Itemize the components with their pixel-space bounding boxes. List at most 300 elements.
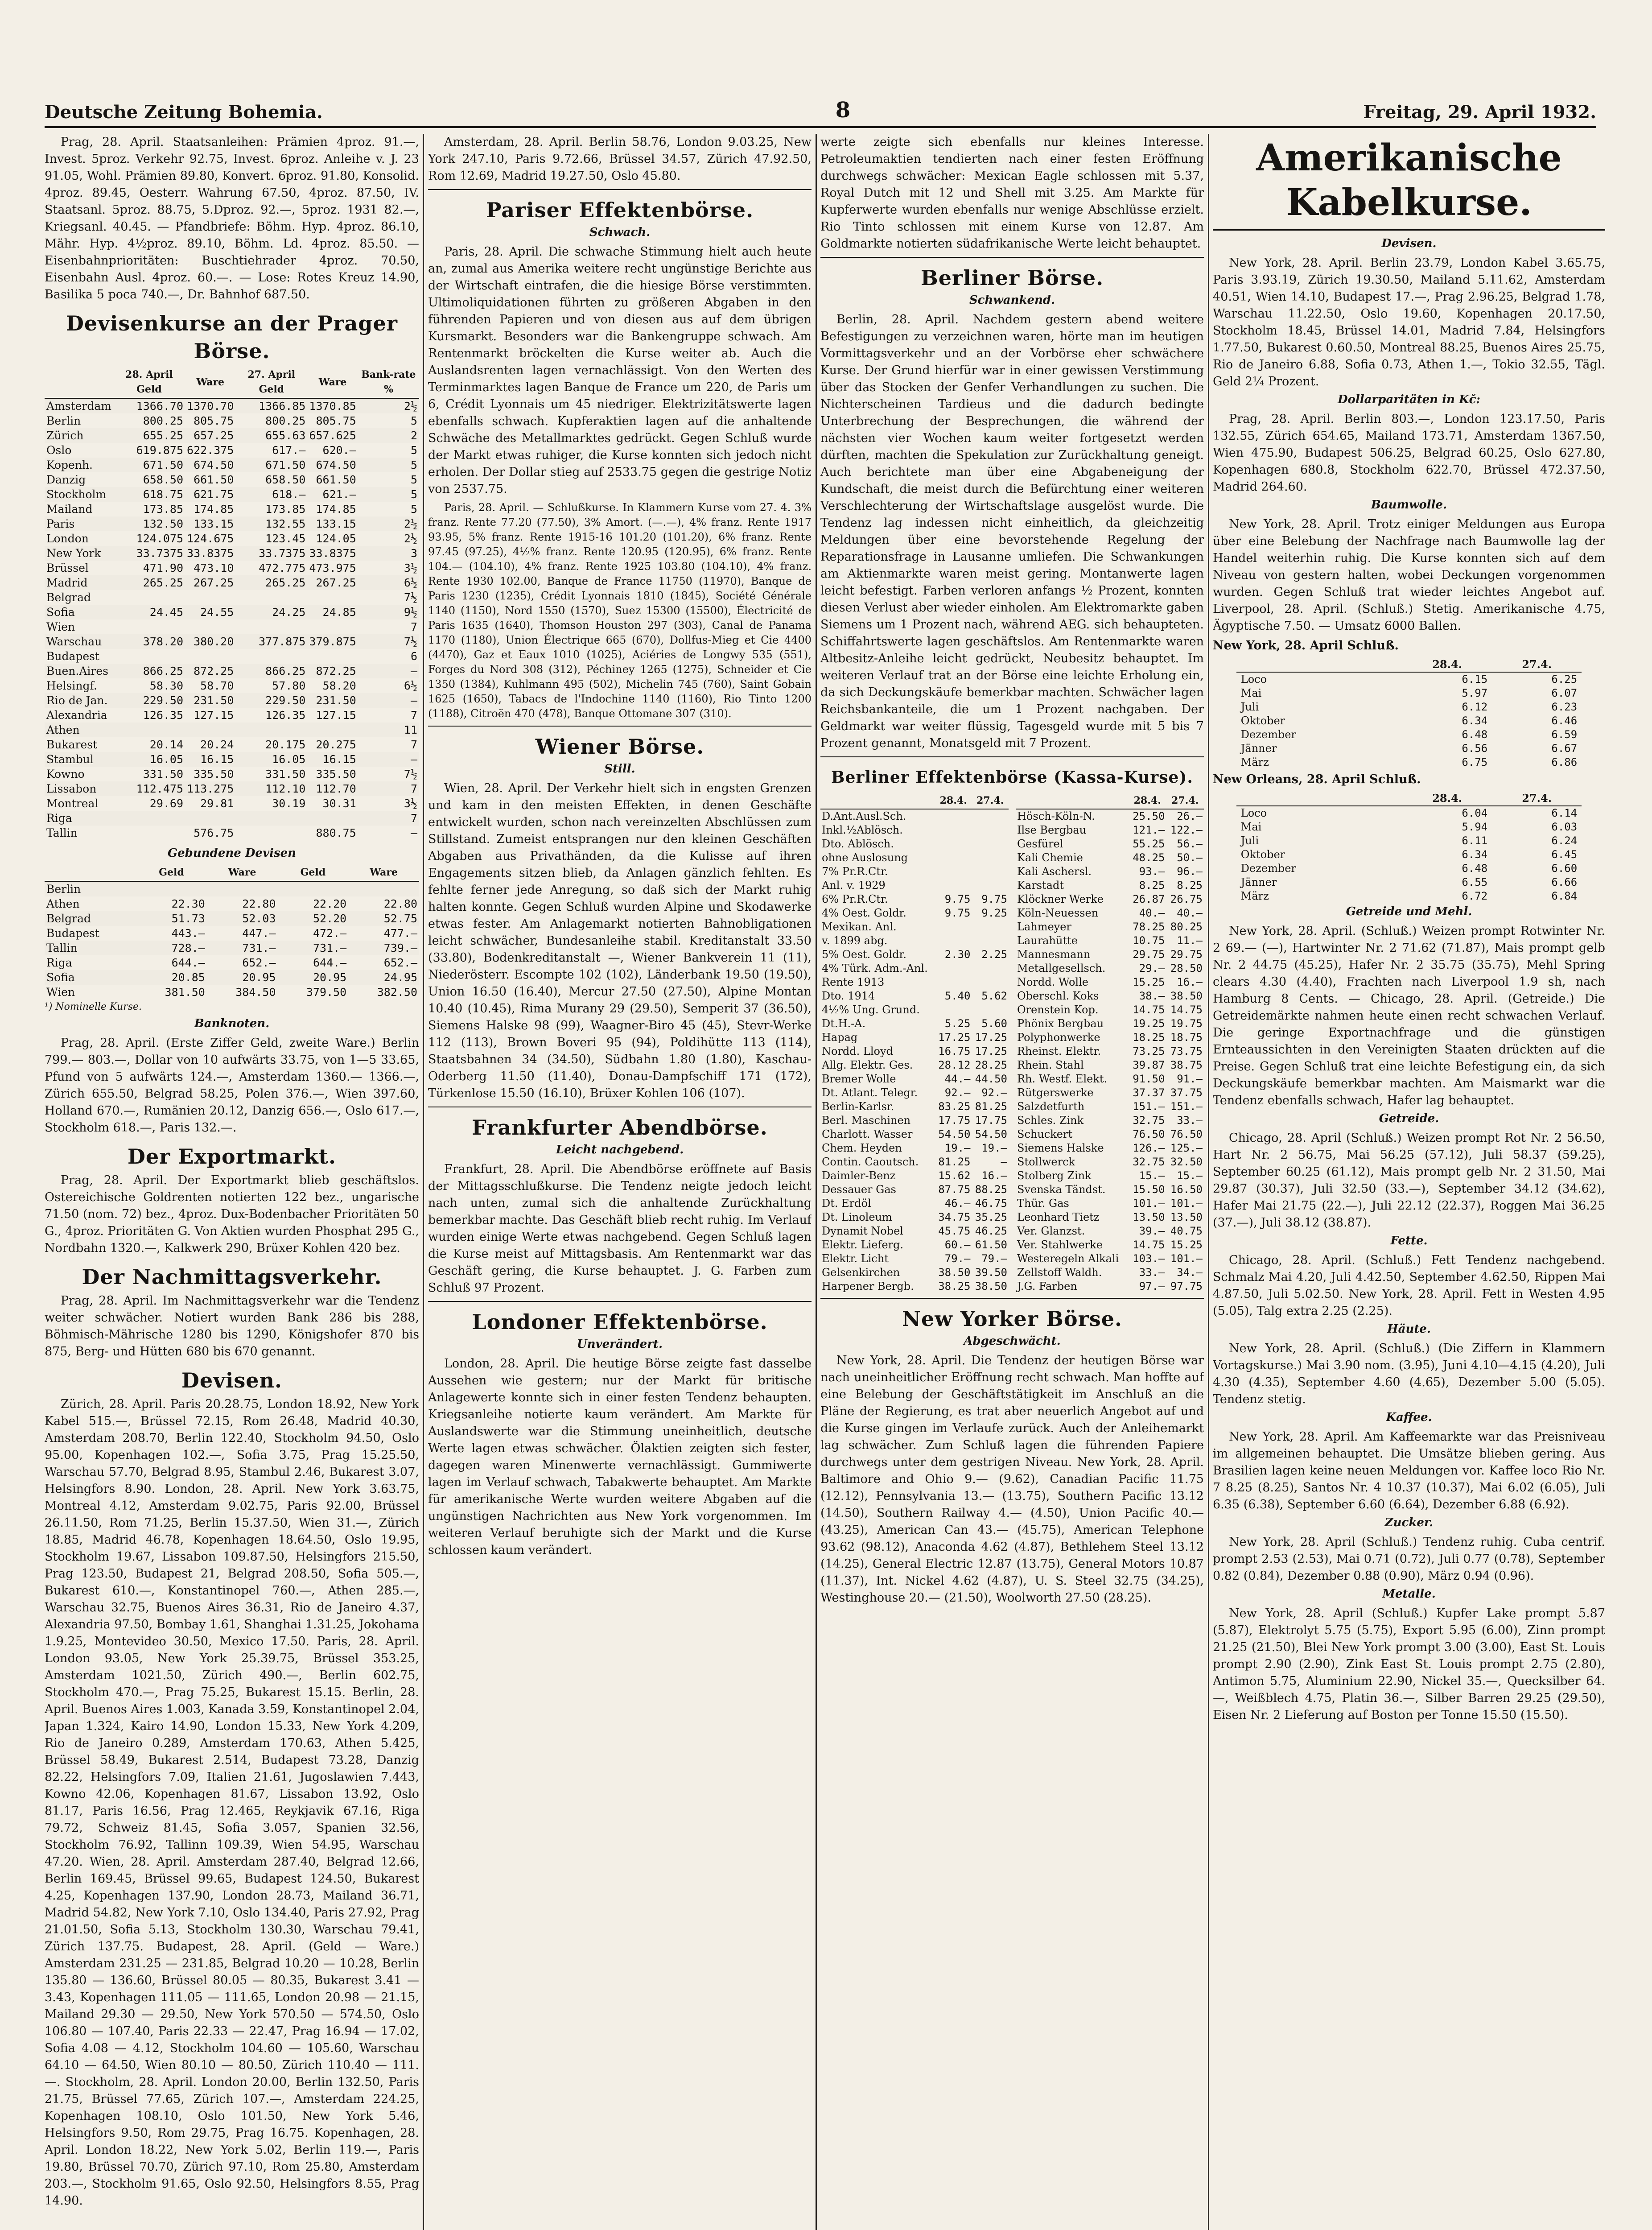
table-cell: 38.50 <box>975 1280 1007 1293</box>
table-cell: 15.62 <box>938 1169 971 1182</box>
table-row <box>45 693 419 708</box>
table-cell: 97.75 <box>1170 1280 1203 1293</box>
table-row <box>820 934 1009 948</box>
row-label: Schles. Zink <box>1017 1114 1084 1127</box>
table-row <box>45 781 419 796</box>
table-row <box>45 737 419 752</box>
amsterdam-text: Amsterdam, 28. April. Berlin 58.76, London 9.03.25, New York 247.10, Paris 9.72.66, Brüssel 34.57, Zürich 47.92.50, Rom 12.69, Madrid 19.27.50, Oslo 45.80. <box>428 135 812 183</box>
column-rule <box>816 134 817 2230</box>
row-label: Elektr. Lieferg. <box>822 1239 904 1251</box>
row-label: Mexikan. Anl. <box>822 921 897 933</box>
table-cell: 81.25 <box>938 1156 971 1168</box>
row-label: Stollwerck <box>1017 1156 1075 1168</box>
table-cell: 101.— <box>1170 1252 1203 1265</box>
table-cell: 16.15 <box>200 753 234 766</box>
table-cell: 805.75 <box>194 414 234 427</box>
row-label: D.Ant.Ausl.Sch. <box>822 810 906 822</box>
table-row <box>1236 889 1582 903</box>
table-row <box>820 809 1009 823</box>
table-cell: 6.04 <box>1462 807 1488 819</box>
row-label: 7% Pr.R.Ctr. <box>822 865 888 878</box>
row-label: Gesfürel <box>1017 838 1063 850</box>
table-row <box>1236 806 1582 820</box>
row-label: Kali Aschersl. <box>1017 865 1092 878</box>
table-cell: 622.375 <box>187 444 234 457</box>
banknoten-text: Prag, 28. April. (Erste Ziffer Geld, zweite Ware.) Berlin 799.— 803.—, Dollar von 10 aufwärts 33.75, von 1—5 33.65, Pfund von 5 aufwärts 124.—, Amsterdam 1360.— 1366.—, Zürich 655.50, Belgrad 58.25, Polen 376.—, Wien 397.60, Holland 670.—, Rumänien 20.12, Danzig 656.—, Oslo 617.—, Stockholm 618.—, Paris 132.—. <box>45 1036 419 1135</box>
table-cell: 28.25 <box>975 1059 1007 1071</box>
table-row <box>45 605 419 619</box>
nominal-note: ¹) Nominelle Kurse. <box>45 1001 142 1012</box>
table-cell: 5 <box>410 444 417 457</box>
table-cell: 443.— <box>171 927 205 940</box>
row-label: Oktober <box>1240 714 1285 727</box>
row-label: Metallgesellsch. <box>1017 962 1106 975</box>
table-cell: 54.50 <box>938 1128 971 1140</box>
table-cell: 15.25 <box>1133 976 1165 988</box>
table-cell: 7 <box>410 782 417 795</box>
devisen-subtitle: Devisen. <box>1381 237 1437 250</box>
table-cell: 6 <box>410 650 417 663</box>
row-label: Stolberg Zink <box>1017 1169 1092 1182</box>
table-cell <box>235 649 307 664</box>
table-cell: 335.50 <box>194 768 234 780</box>
table-cell: 39.— <box>1139 1225 1165 1237</box>
table-cell: 6.86 <box>1551 756 1578 768</box>
table-cell: 7 <box>410 709 417 722</box>
wiener-title: Wiener Börse. <box>535 735 704 759</box>
table-cell: 880.75 <box>316 826 356 839</box>
table-cell: 28.50 <box>1170 962 1203 975</box>
table-cell: 29.69 <box>149 797 184 810</box>
table-row <box>1016 865 1204 879</box>
row-label: J.G. Farben <box>1017 1280 1077 1293</box>
table-row <box>45 708 419 723</box>
table-cell: 24.55 <box>200 606 234 619</box>
table-cell: 5.25 <box>944 1017 971 1030</box>
row-label: Paris <box>46 517 75 530</box>
table-cell: 18.25 <box>1133 1031 1165 1044</box>
table-cell: 92.— <box>981 1086 1007 1099</box>
table-cell: 731.— <box>242 942 276 954</box>
row-label: Loco <box>1240 807 1267 819</box>
table-cell: 447.— <box>242 927 276 940</box>
table-row <box>1016 1266 1204 1280</box>
table-row <box>820 1183 1009 1197</box>
row-label: Helsingf. <box>46 679 97 692</box>
table-cell <box>113 590 185 605</box>
table-cell: 10.75 <box>1133 934 1165 947</box>
frankfurter-subtitle: Leicht nachgebend. <box>556 1143 684 1156</box>
table-row <box>820 1045 1009 1058</box>
table-cell: 671.50 <box>143 458 184 471</box>
table-cell: 127.15 <box>316 709 356 722</box>
row-label: Dezember <box>1240 862 1296 875</box>
kassa-table-left <box>820 793 1009 1293</box>
table-cell <box>935 823 972 837</box>
row-label: Rente 1913 <box>822 976 885 988</box>
table-cell: 44.— <box>944 1073 971 1085</box>
table-cell: 6.84 <box>1551 890 1578 902</box>
row-label: Belgrad <box>46 912 91 925</box>
table-row <box>820 1210 1009 1224</box>
table-cell: 121.— <box>1133 824 1165 836</box>
kaffee-title: Kaffee. <box>1386 1411 1432 1424</box>
row-label: Laurahütte <box>1017 934 1078 947</box>
row-label: Riga <box>46 956 72 969</box>
table-cell <box>235 619 307 634</box>
table-cell: 46.— <box>944 1197 971 1210</box>
pariser-text: Paris, 28. April. Die schwache Stimmung hielt auch heute an, zumal aus Amerika weitere recht ungünstige Berichte aus der Wirtschaft eintrafen, die die hiesige Börse verstimmten. Ultimoliquidationen führten zu größeren Abgaben in den führenden Papieren und von diesen aus auf dem übrigen Kursmarkt. Besonders war die Bankengruppe schwach. Am Rentenmarkt bröckelten die Kurse weiter ab. Auch die Auslandsrenten lagen vernachlässigt. Von den Werten des Terminmarktes lagen Banque de France um 220, de Paris um 6, Crédit Lyonnais um 45 niedriger. Elektrizitätswerte lagen ebenfalls schwach. Kupferaktien lagen auf die anhaltende Schwäche des Metallmarktes gedrückt. Gegen Schluß wurde der Markt etwas ruhiger, die Kurse konnten sich jedoch nicht erholen. Der Dollar stieg auf 2533.75 gegen die gestrige Notiz von 2537.75. <box>428 245 812 496</box>
table-cell: 15.— <box>1139 1169 1165 1182</box>
table-cell: 16.05 <box>272 753 306 766</box>
table-cell: 17.25 <box>975 1045 1007 1057</box>
nachmittagsverkehr-title: Der Nachmittagsverkehr. <box>82 1265 382 1289</box>
table-cell: 384.50 <box>235 986 276 999</box>
table-cell: 331.50 <box>265 768 306 780</box>
table-cell: 91.— <box>1177 1073 1203 1085</box>
table-cell: 30.31 <box>322 797 356 810</box>
table-cell: 658.50 <box>265 473 306 486</box>
row-label: Charlott. Wasser <box>822 1128 913 1140</box>
haeute-text: New York, 28. April. (Schluß.) (Die Ziffern in Klammern Vortagskurse.) Mai 3.90 nom. (3.95), Juni 4.10—4.15 (4.20), Juli 4.30 (4.35), September 4.60 (4.65), Dezember 5.00 (5.05). Tendenz stetig. <box>1213 1342 1605 1406</box>
table-header: 27.4. <box>1492 791 1582 806</box>
table-header: 28.4. <box>1402 791 1492 806</box>
pariser-title: Pariser Effektenbörse. <box>486 198 754 222</box>
table-row <box>45 634 419 649</box>
row-label: Belgrad <box>46 591 91 604</box>
table-cell: 229.50 <box>143 694 184 707</box>
table-cell: 6.45 <box>1551 848 1578 861</box>
table-header: 28.4. <box>1402 657 1492 672</box>
table-cell: 25.50 <box>1133 810 1165 822</box>
table-cell: 58.70 <box>200 679 234 692</box>
table-cell <box>278 881 349 896</box>
row-label: Phönix Bergbau <box>1017 1017 1104 1030</box>
table-cell: 48.25 <box>1133 851 1165 864</box>
table-cell: 76.50 <box>1170 1128 1203 1140</box>
table-cell: 805.75 <box>316 414 356 427</box>
table-row <box>45 413 419 428</box>
table-cell: 16.50 <box>1170 1183 1203 1196</box>
table-cell: 101.— <box>1170 1197 1203 1210</box>
row-label: Zürich <box>46 429 84 442</box>
table-cell: 657.25 <box>194 429 234 442</box>
row-label: Athen <box>46 897 80 910</box>
table-row <box>1016 948 1204 962</box>
table-cell: 618.75 <box>143 488 184 501</box>
row-label: Alexandria <box>46 709 107 722</box>
table-cell: 29.75 <box>1133 948 1165 961</box>
table-row <box>820 1072 1009 1086</box>
table-cell: 655.25 <box>143 429 184 442</box>
table-cell: 124.05 <box>316 532 356 545</box>
row-label: 5% Oest. Goldr. <box>822 948 906 961</box>
table-cell: 73.75 <box>1170 1045 1203 1057</box>
table-cell <box>235 811 307 826</box>
table-cell: 6.25 <box>1551 673 1578 686</box>
table-row <box>1236 742 1582 756</box>
table-cell <box>972 934 1009 948</box>
table-cell: 674.50 <box>316 458 356 471</box>
table-row <box>1016 1072 1204 1086</box>
row-label: Köln-Neuessen <box>1017 907 1099 919</box>
table-cell: 19.— <box>981 1142 1007 1154</box>
table-header: Ware <box>348 864 419 881</box>
exportmarkt-title: Der Exportmarkt. <box>127 1144 337 1169</box>
table-cell <box>185 723 235 737</box>
table-header: Ware <box>307 367 358 398</box>
table-cell: 38.75 <box>1170 1059 1203 1071</box>
table-cell: 1370.85 <box>309 400 356 413</box>
table-cell: 661.50 <box>194 473 234 486</box>
table-cell: 6.59 <box>1551 728 1578 741</box>
table-row <box>1016 1197 1204 1210</box>
table-cell <box>185 649 235 664</box>
table-row <box>820 1100 1009 1114</box>
table-cell <box>235 723 307 737</box>
table-cell: 37.75 <box>1170 1086 1203 1099</box>
newyork-title: New Yorker Börse. <box>902 1307 1123 1331</box>
table-row <box>820 892 1009 906</box>
row-label: Oberschl. Koks <box>1017 990 1099 1002</box>
table-row <box>820 1266 1009 1280</box>
table-cell <box>185 811 235 826</box>
table-cell <box>185 619 235 634</box>
table-cell: 20.275 <box>316 738 356 751</box>
row-label: Oslo <box>46 444 72 457</box>
table-row <box>1236 686 1582 700</box>
row-label: Tallin <box>46 826 78 839</box>
table-cell: — <box>1001 1156 1007 1168</box>
row-label: Dessauer Gas <box>822 1183 896 1196</box>
gebunden-title: Gebundene Devisen <box>167 847 297 860</box>
staatsanleihen-text: Prag, 28. April. Staatsanleihen: Prämien 4proz. 91.—, Invest. 5proz. Verkehr 92.75, Invest. 6proz. Anleihe v. J. 23 91.05, Wohl. Prämien 89.80, Konvert. 6proz. 91.80, Konsolid. 4proz. 89.45, Oesterr. Wahrung 67.50, 4proz. 87.50, IV. Staatsanl. 5proz. 88.75, 5.Dproz. 92.—, 5proz. 1931 82.—, Kriegsanl. 40.45. — Pfandbriefe: Böhm. Hyp. 4proz. 86.10, Mähr. Hyp. 4½proz. 89.10, Böhm. Ld. 4proz. 85.50. — Eisenbahnprioritäten: Buschtiehrader 4proz. 70.50, Eisenbahn Ausl. 4proz. 60.—. — Lose: Rotes Kreuz 14.90, Basilika 5 poca 740.—, Dr. Bahnhof 687.50. <box>45 135 419 301</box>
table-row <box>45 502 419 516</box>
row-label: Dt. Linoleum <box>822 1211 892 1223</box>
table-cell: 14.75 <box>1170 1004 1203 1016</box>
row-label: Mai <box>1240 821 1262 833</box>
table-cell: 80.25 <box>1170 921 1203 933</box>
table-cell: 2.30 <box>944 948 971 961</box>
table-cell: 101.— <box>1133 1197 1165 1210</box>
table-cell: 17.25 <box>975 1031 1007 1044</box>
row-label: Juli <box>1240 701 1259 713</box>
berliner-subtitle: Schwankend. <box>969 293 1055 307</box>
table-cell: 619.875 <box>136 444 184 457</box>
table-cell: 29.— <box>1139 962 1165 975</box>
table-cell: 112.10 <box>265 782 306 795</box>
row-label: Berlin <box>46 883 81 896</box>
table-cell: 6.48 <box>1462 862 1488 875</box>
row-label: Thür. Gas <box>1017 1197 1069 1210</box>
table-cell: 32.50 <box>1170 1156 1203 1168</box>
table-cell: 112.475 <box>136 782 184 795</box>
table-cell: 5 <box>410 458 417 471</box>
table-cell: — <box>410 753 417 766</box>
table-row <box>1016 879 1204 892</box>
row-label: Berlin <box>46 414 81 427</box>
row-label: Inkl.½Ablösch. <box>822 824 903 836</box>
table-row <box>820 920 1009 934</box>
column-4 <box>1213 134 1605 2230</box>
table-cell: 52.03 <box>242 912 276 925</box>
table-row <box>1236 875 1582 889</box>
table-row <box>1236 848 1582 862</box>
table-row <box>1236 728 1582 742</box>
table-cell: 674.50 <box>194 458 234 471</box>
table-header <box>1016 793 1129 809</box>
kaffee-text: New York, 28. April. Am Kaffeemarkte war das Preisniveau im allgemeinen behauptet. Die Umsätze blieben gering. Aus Brasilien lagen keine neuen Meldungen vor. Kaffee loco Rio Nr. 7 8.25 (8.25), Santos Nr. 4 10.37 (10.37), Mai 6.02 (6.05), Juli 6.35 (6.38), September 6.60 (6.64), Dezember 6.88 (6.92). <box>1213 1430 1605 1511</box>
table-cell: 1366.85 <box>259 400 306 413</box>
table-cell: 126.35 <box>143 709 184 722</box>
table-cell: 174.85 <box>316 503 356 516</box>
cotton-no-title: New Orleans, 28. April Schluß. <box>1213 772 1421 786</box>
table-cell: 9.75 <box>981 893 1007 905</box>
column-rule <box>423 134 424 2230</box>
row-label: Kowno <box>46 768 85 780</box>
table-cell: 652.— <box>383 956 417 969</box>
row-label: Kopenh. <box>46 458 93 471</box>
table-cell <box>307 811 358 826</box>
table-cell: 38.— <box>1139 990 1165 1002</box>
column-3 <box>820 134 1204 2230</box>
table-cell: 379.875 <box>309 635 356 648</box>
divider <box>428 189 812 190</box>
table-cell: 5.60 <box>981 1017 1007 1030</box>
table-row <box>45 752 419 767</box>
table-cell <box>935 962 972 975</box>
table-cell: 7 <box>410 738 417 751</box>
gebunden-table <box>45 864 419 999</box>
table-cell: 335.50 <box>316 768 356 780</box>
table-cell: 8.25 <box>1177 879 1203 892</box>
table-row <box>1236 834 1582 848</box>
row-label: Jänner <box>1240 742 1277 755</box>
table-cell: 22.80 <box>383 897 417 910</box>
row-label: Mannesmann <box>1017 948 1091 961</box>
table-cell: 6.72 <box>1462 890 1488 902</box>
table-cell: — <box>410 826 417 839</box>
issue-date: Freitag, 29. April 1932. <box>1363 102 1596 123</box>
row-label: Bremer Wolle <box>822 1073 896 1085</box>
table-cell: 231.50 <box>194 694 234 707</box>
row-label: Dt.H.-A. <box>822 1017 866 1030</box>
table-cell: 866.25 <box>265 665 306 677</box>
dollarparitaeten-text: Prag, 28. April. Berlin 803.—, London 123.17.50, Paris 132.55, Zürich 654.65, Mailand 173.71, Amsterdam 1367.50, Wien 475.90, Budapest 506.25, Belgrad 60.25, Oslo 627.80, Kopenhagen 680.8, Stockholm 622.70, Brüssel 472.37.50, Madrid 264.60. <box>1213 412 1605 494</box>
table-row <box>820 879 1009 892</box>
table-cell <box>113 723 185 737</box>
table-header: 28. April Geld <box>113 367 185 398</box>
getreide-mehl-text: New York, 28. April. (Schluß.) Weizen prompt Rotwinter Nr. 2 69.— (—), Hartwinter Nr. 2 71.62 (71.87), Mais prompt gelb Nr. 2 44.75 (45.25), Hafer Nr. 2 35.75 (35.75), Mehl Spring clears 4.30 (4.40), Frachten nach Liverpool 1.9 sh, nach Hamburg 8 Cents. — Chicago, 28. April. (Getreide.) Die Getreidemärkte nahmen heute einen recht schwachen Verlauf. Die geringe Exportnachfrage und die günstigen Ernteaussichten in den Vereinigten Staaten drückten auf die Preise. Gegen Schluß trat eine leichte Befestigung ein, da sich Deckungskäufe bemerkbar machten. Am Maismarkt war die Tendenz ebenfalls schwach, Hafer lag behauptet. <box>1213 924 1605 1107</box>
paris-quotes: Paris, 28. April. — Schlußkurse. In Klammern Kurse vom 27. 4. 3% franz. Rente 77.20 (77.50), 3% Amort. (—.—), 4% franz. Rente 1917 93.95, 5% franz. Rente 1915-16 101.20 (101.20), 6% franz. Rente 97.45 (97.25), 4½% franz. Rente 120.95 (120.95), 6% franz. Rente 104.— (104.10), 4% franz. Rente 1925 103.80 (104.10), 4% franz. Rente 1930 102.00, Banque de France 11750 (11970), Banque de Paris 1230 (1235), Crédit Lyonnais 1810 (1845), Société Générale 1140 (1150), Nord 1550 (1570), Suez 15300 (15500), Électricité de Paris 1635 (1640), Thomson Houston 297 (303), Canal de Panama 1170 (1180), Union Électrique 665 (670), Dollfus-Mieg et Cie 4400 (4470), Gaz et Eaux 1010 (1025), Aciéries de Longwy 535 (551), Forges du Nord 308 (312), Péchiney 1265 (1275), Schneider et Cie 1350 (1384), Kuhlmann 495 (502), Michelin 745 (760), Saint Gobain 1625 (1650), Tabacs de l'Indochine 1140 (1160), Rio Tinto 1200 (1188), Citroën 470 (478), Banque Ottomane 307 (310). <box>428 501 812 720</box>
table-cell: 5.62 <box>981 990 1007 1002</box>
table-header <box>1236 791 1402 806</box>
table-cell: 6.12 <box>1462 701 1488 713</box>
table-row <box>820 1127 1009 1141</box>
table-row <box>1236 672 1582 686</box>
table-cell: 173.85 <box>143 503 184 516</box>
table-cell: 1370.70 <box>187 400 234 413</box>
table-row <box>1016 1127 1204 1141</box>
table-row <box>1016 1238 1204 1252</box>
table-cell: 15.— <box>1177 1169 1203 1182</box>
table-cell <box>972 823 1009 837</box>
table-row <box>820 1141 1009 1155</box>
table-cell: 16.— <box>981 1169 1007 1182</box>
row-label: Schuckert <box>1017 1128 1073 1140</box>
row-label: Kali Chemie <box>1017 851 1083 864</box>
table-header: 27.4. <box>972 793 1009 809</box>
table-header: Ware <box>185 367 235 398</box>
row-label: Polyphonwerke <box>1017 1031 1100 1044</box>
row-label: Stockholm <box>46 488 107 501</box>
row-label: Warschau <box>46 635 102 648</box>
table-cell: 20.24 <box>200 738 234 751</box>
table-cell: 79.— <box>981 1252 1007 1265</box>
table-cell: 28.12 <box>938 1059 971 1071</box>
table-cell: 26.75 <box>1170 893 1203 905</box>
table-cell: 55.25 <box>1133 838 1165 850</box>
table-row <box>820 975 1009 989</box>
table-row <box>1016 1252 1204 1266</box>
table-cell <box>972 1003 1009 1017</box>
table-cell <box>972 851 1009 865</box>
table-row <box>820 1017 1009 1031</box>
table-cell: 7½ <box>404 768 417 780</box>
row-label: Bukarest <box>46 738 98 751</box>
table-cell: 229.50 <box>265 694 306 707</box>
table-cell: 11.— <box>1177 934 1203 947</box>
table-cell: 3 <box>410 547 417 560</box>
table-cell: 6.03 <box>1551 821 1578 833</box>
frankfurter-text: Frankfurt, 28. April. Die Abendbörse eröffnete auf Basis der Mittagsschlußkurse. Die Tendenz neigte jedoch leicht nach unten, zumal sich die anhaltende Zurückhaltung bemerkbar machte. Das Geschäft blieb recht ruhig. Im Verlauf wurden einige Werte etwas nachgebend. Gegen Schluß lagen die Kurse meist auf Mittagsbasis. Am Rentenmarkt war das Geschäft gering, die Kurse behauptet. J. G. Farben zum Schluß 97 Prozent. <box>428 1162 812 1295</box>
table-row <box>1016 1086 1204 1100</box>
table-cell: 30.19 <box>272 797 306 810</box>
page-number: 8 <box>835 98 851 123</box>
table-row <box>1236 756 1582 769</box>
row-label: 4% Türk. Adm.-Anl. <box>822 962 928 975</box>
table-cell <box>935 837 972 851</box>
baumwolle-text: New York, 28. April. Trotz einiger Meldungen aus Europa über eine Belebung der Nachfrage nach Baumwolle lag der Handel weiterhin ruhig. Die Kurse konnten sich auf dem Niveau von gestern halten, wobei Deckungen vorgenommen wurden. Gegen Schluß trat wieder leichtes Angebot auf. Liverpool, 28. April. (Schluß.) Stetig. Amerikanische 4.75, Ägyptische 7.50. — Umsatz 6000 Ballen. <box>1213 517 1605 633</box>
table-cell: 658.50 <box>143 473 184 486</box>
row-label: Hösch-Köln-N. <box>1017 810 1095 822</box>
table-cell: 231.50 <box>316 694 356 707</box>
table-row <box>820 1280 1009 1293</box>
table-row <box>820 823 1009 837</box>
table-cell: 6.56 <box>1462 742 1488 755</box>
table-cell: 14.75 <box>1133 1239 1165 1251</box>
table-cell: 381.50 <box>165 986 205 999</box>
row-label: Svenska Tändst. <box>1017 1183 1106 1196</box>
table-cell: 5.97 <box>1462 687 1488 699</box>
table-cell: 24.25 <box>272 606 306 619</box>
paper-name: Deutsche Zeitung Bohemia. <box>45 102 323 123</box>
table-cell <box>935 851 972 865</box>
table-cell: 2.25 <box>981 948 1007 961</box>
row-label: Hapag <box>822 1031 858 1044</box>
table-header: Geld <box>278 864 349 881</box>
table-cell: 52.20 <box>313 912 347 925</box>
row-label: März <box>1240 756 1269 768</box>
divider <box>820 756 1204 757</box>
table-cell: 54.50 <box>975 1128 1007 1140</box>
table-cell: 38.50 <box>938 1266 971 1279</box>
table-cell: 20.14 <box>149 738 184 751</box>
row-label: Stambul <box>46 753 94 766</box>
table-row <box>1236 700 1582 714</box>
table-cell <box>235 590 307 605</box>
table-cell: 2½ <box>404 517 417 530</box>
